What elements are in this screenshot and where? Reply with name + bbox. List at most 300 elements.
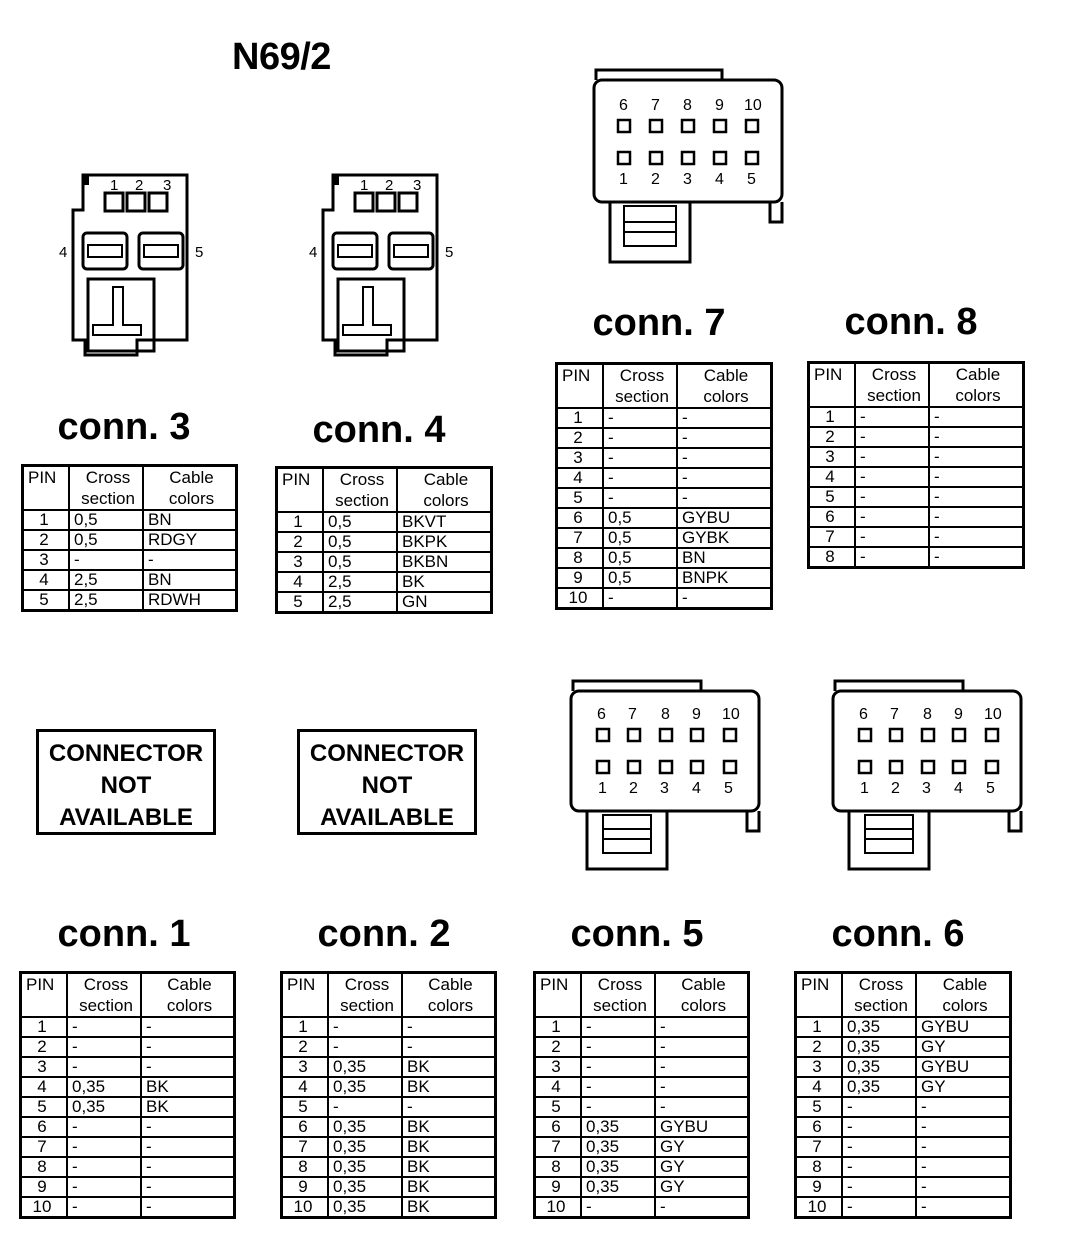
table-row — [557, 428, 772, 448]
cable-color-value: BK — [402, 1177, 496, 1197]
pin-label: 4 — [692, 780, 701, 797]
cross-section-value: - — [603, 448, 677, 468]
table-row — [23, 530, 237, 550]
pin-label: 7 — [651, 97, 660, 114]
pin-number: 9 — [535, 1177, 582, 1197]
cable-color-value: - — [402, 1017, 496, 1037]
table-row — [557, 568, 772, 588]
cross-section-value: - — [842, 1137, 916, 1157]
pin-number: 4 — [796, 1077, 843, 1097]
na-line: AVAILABLE — [320, 804, 454, 831]
pin-number: 3 — [557, 448, 604, 468]
cable-color-value: - — [929, 407, 1024, 427]
table-row — [796, 1057, 1011, 1077]
pin-number: 2 — [796, 1037, 843, 1057]
cable-color-value: - — [929, 487, 1024, 507]
pin-number: 9 — [282, 1177, 329, 1197]
cable-color-value: RDGY — [143, 530, 237, 550]
table-row — [21, 1057, 235, 1077]
header-cross-section: Cross section — [67, 973, 141, 1018]
table-row — [282, 1157, 496, 1177]
table-row — [21, 1197, 235, 1218]
table-row — [809, 467, 1024, 487]
pin-label: 6 — [597, 706, 606, 723]
pin-table-conn2 — [280, 971, 497, 1219]
pin-number: 6 — [282, 1117, 329, 1137]
table-row — [21, 1157, 235, 1177]
pin-label: 2 — [385, 177, 394, 194]
cross-section-value: - — [855, 467, 929, 487]
cable-color-value: - — [929, 527, 1024, 547]
header-cross-section: Cross section — [855, 363, 929, 408]
pin-number: 6 — [21, 1117, 68, 1137]
conn5-title: conn. 5 — [570, 913, 704, 955]
header-cross-section: Cross section — [328, 973, 402, 1018]
table-row — [557, 528, 772, 548]
conn7-title: conn. 7 — [592, 302, 726, 344]
cable-color-value: GY — [655, 1177, 749, 1197]
pin-number: 2 — [282, 1037, 329, 1057]
pin-number: 8 — [796, 1157, 843, 1177]
header-cross-section: Cross section — [69, 466, 143, 511]
pin-number: 7 — [796, 1137, 843, 1157]
pin-label: 1 — [619, 171, 628, 188]
cable-color-value: - — [141, 1117, 235, 1137]
connector-10pin-drawing-conn6 — [831, 677, 1031, 877]
table-row — [277, 592, 492, 613]
pin-label: 8 — [661, 706, 670, 723]
cross-section-value: - — [67, 1177, 141, 1197]
pin-table-conn3 — [21, 464, 238, 612]
cable-color-value: - — [929, 507, 1024, 527]
header-cable-colors: Cable colors — [655, 973, 749, 1018]
pin-label: 9 — [692, 706, 701, 723]
cable-color-value: - — [143, 550, 237, 570]
pin-label: 3 — [922, 780, 931, 797]
cross-section-value: 0,5 — [603, 528, 677, 548]
cross-section-value: - — [69, 550, 143, 570]
cross-section-value: 0,35 — [328, 1137, 402, 1157]
header-pin: PIN — [535, 973, 582, 1018]
pin-number: 5 — [809, 487, 856, 507]
cable-color-value: - — [916, 1117, 1011, 1137]
pin-number: 7 — [282, 1137, 329, 1157]
pin-number: 8 — [809, 547, 856, 568]
pin-number: 1 — [282, 1017, 329, 1037]
cross-section-value: 2,5 — [323, 572, 397, 592]
pin-label: 4 — [715, 171, 724, 188]
cable-color-value: GYBU — [916, 1057, 1011, 1077]
cross-section-value: 0,35 — [328, 1117, 402, 1137]
table-row — [796, 1117, 1011, 1137]
pin-number: 2 — [535, 1037, 582, 1057]
table-row — [535, 1057, 749, 1077]
cross-section-value: - — [67, 1137, 141, 1157]
cross-section-value: - — [581, 1017, 655, 1037]
cross-section-value: 2,5 — [69, 590, 143, 611]
table-row — [282, 1037, 496, 1057]
header-cable-colors: Cable colors — [402, 973, 496, 1018]
pin-number: 8 — [21, 1157, 68, 1177]
cable-color-value: GYBK — [677, 528, 772, 548]
cable-color-value: BK — [402, 1077, 496, 1097]
conn3-title: conn. 3 — [57, 406, 191, 448]
connector-3pin-drawing-conn3 — [55, 165, 215, 360]
cable-color-value: - — [677, 448, 772, 468]
connector-not-available-conn2 — [297, 729, 477, 835]
table-row — [796, 1197, 1011, 1218]
header-cable-colors: Cable colors — [143, 466, 237, 511]
cable-color-value: - — [655, 1197, 749, 1218]
cable-color-value: - — [677, 428, 772, 448]
cross-section-value: - — [581, 1197, 655, 1218]
cable-color-value: - — [655, 1077, 749, 1097]
pin-number: 7 — [535, 1137, 582, 1157]
cable-color-value: - — [677, 408, 772, 428]
cable-color-value: - — [655, 1057, 749, 1077]
cross-section-value: 0,35 — [842, 1057, 916, 1077]
cable-color-value: BKPK — [397, 532, 492, 552]
header-cable-colors: Cable colors — [916, 973, 1011, 1018]
table-row — [557, 448, 772, 468]
pin-number: 10 — [282, 1197, 329, 1218]
table-header-row — [23, 466, 237, 511]
cable-color-value: - — [141, 1197, 235, 1218]
conn8-title: conn. 8 — [844, 301, 978, 343]
pin-number: 7 — [809, 527, 856, 547]
pin-number: 2 — [21, 1037, 68, 1057]
pin-number: 8 — [535, 1157, 582, 1177]
pin-label: 1 — [598, 780, 607, 797]
table-header-row — [535, 973, 749, 1018]
header-pin: PIN — [21, 973, 68, 1018]
pin-number: 7 — [21, 1137, 68, 1157]
pin-number: 5 — [796, 1097, 843, 1117]
cable-color-value: - — [916, 1097, 1011, 1117]
table-row — [809, 427, 1024, 447]
table-row — [23, 590, 237, 611]
na-line: AVAILABLE — [59, 804, 193, 831]
table-header-row — [557, 364, 772, 409]
pin-label: 3 — [413, 177, 422, 194]
pin-label: 6 — [859, 706, 868, 723]
cable-color-value: BKVT — [397, 512, 492, 532]
cable-color-value: - — [916, 1137, 1011, 1157]
cable-color-value: - — [916, 1197, 1011, 1218]
cable-color-value: BK — [402, 1137, 496, 1157]
table-header-row — [809, 363, 1024, 408]
pin-label: 10 — [744, 97, 762, 114]
pin-label: 1 — [360, 177, 369, 194]
table-row — [277, 512, 492, 532]
connector-10pin-drawing-conn5 — [569, 677, 769, 877]
pin-number: 1 — [21, 1017, 68, 1037]
table-row — [282, 1057, 496, 1077]
header-pin: PIN — [282, 973, 329, 1018]
cross-section-value: 0,35 — [842, 1037, 916, 1057]
cable-color-value: - — [655, 1037, 749, 1057]
header-cable-colors: Cable colors — [929, 363, 1024, 408]
cable-color-value: GYBU — [916, 1017, 1011, 1037]
cross-section-value: - — [855, 507, 929, 527]
cable-color-value: - — [929, 447, 1024, 467]
na-line: CONNECTOR — [48, 740, 204, 767]
cable-color-value: - — [929, 467, 1024, 487]
pin-number: 6 — [535, 1117, 582, 1137]
pin-table-conn6 — [794, 971, 1012, 1219]
table-row — [796, 1017, 1011, 1037]
pin-label: 5 — [747, 171, 756, 188]
na-line: CONNECTOR — [309, 740, 465, 767]
header-pin: PIN — [796, 973, 843, 1018]
cable-color-value: RDWH — [143, 590, 237, 611]
header-cross-section: Cross section — [581, 973, 655, 1018]
table-row — [796, 1137, 1011, 1157]
table-row — [282, 1197, 496, 1218]
pin-number: 8 — [282, 1157, 329, 1177]
pin-label: 2 — [135, 177, 144, 194]
pin-number: 2 — [277, 532, 324, 552]
table-row — [21, 1037, 235, 1057]
pin-number: 4 — [557, 468, 604, 488]
cross-section-value: - — [855, 427, 929, 447]
cross-section-value: - — [67, 1017, 141, 1037]
pin-table-conn8 — [807, 361, 1025, 569]
table-row — [809, 507, 1024, 527]
cross-section-value: 0,35 — [328, 1157, 402, 1177]
pin-label: 2 — [629, 780, 638, 797]
cross-section-value: - — [603, 488, 677, 508]
table-header-row — [282, 973, 496, 1018]
cross-section-value: 0,35 — [581, 1137, 655, 1157]
pin-label: 3 — [683, 171, 692, 188]
cross-section-value: 0,5 — [69, 530, 143, 550]
cross-section-value: - — [581, 1077, 655, 1097]
cable-color-value: GY — [655, 1157, 749, 1177]
pin-number: 2 — [23, 530, 70, 550]
conn2-title: conn. 2 — [317, 913, 451, 955]
pin-number: 10 — [796, 1197, 843, 1218]
cable-color-value: BN — [143, 510, 237, 530]
table-row — [21, 1177, 235, 1197]
table-row — [809, 487, 1024, 507]
conn4-title: conn. 4 — [312, 409, 446, 451]
pin-number: 1 — [796, 1017, 843, 1037]
pin-number: 8 — [557, 548, 604, 568]
conn1-title: conn. 1 — [57, 913, 191, 955]
pin-number: 3 — [535, 1057, 582, 1077]
table-row — [282, 1077, 496, 1097]
cable-color-value: - — [916, 1177, 1011, 1197]
table-row — [535, 1037, 749, 1057]
cable-color-value: - — [141, 1137, 235, 1157]
pin-number: 1 — [277, 512, 324, 532]
cross-section-value: 0,35 — [842, 1077, 916, 1097]
cross-section-value: 0,5 — [323, 552, 397, 572]
cross-section-value: - — [67, 1057, 141, 1077]
pin-label: 5 — [195, 244, 204, 261]
pin-label: 9 — [715, 97, 724, 114]
cross-section-value: - — [67, 1197, 141, 1218]
cable-color-value: GY — [916, 1077, 1011, 1097]
table-row — [23, 570, 237, 590]
connector-3pin-drawing-conn4 — [305, 165, 465, 360]
pin-number: 3 — [21, 1057, 68, 1077]
cross-section-value: - — [842, 1157, 916, 1177]
pin-number: 4 — [282, 1077, 329, 1097]
pin-label: 3 — [163, 177, 172, 194]
header-pin: PIN — [557, 364, 604, 409]
pin-label: 7 — [628, 706, 637, 723]
table-header-row — [21, 973, 235, 1018]
cross-section-value: 2,5 — [69, 570, 143, 590]
header-pin: PIN — [23, 466, 70, 511]
cable-color-value: - — [141, 1157, 235, 1177]
table-row — [557, 588, 772, 609]
pin-number: 5 — [23, 590, 70, 611]
cable-color-value: BKBN — [397, 552, 492, 572]
pin-number: 1 — [557, 408, 604, 428]
na-line: NOT — [100, 772, 152, 799]
cross-section-value: 0,35 — [842, 1017, 916, 1037]
cross-section-value: 0,5 — [603, 548, 677, 568]
cross-section-value: 0,35 — [328, 1057, 402, 1077]
table-row — [557, 548, 772, 568]
pin-number: 2 — [809, 427, 856, 447]
pin-number: 3 — [809, 447, 856, 467]
table-row — [21, 1137, 235, 1157]
pin-table-conn7 — [555, 362, 773, 610]
cable-color-value: - — [402, 1097, 496, 1117]
pin-label: 1 — [860, 780, 869, 797]
cable-color-value: - — [655, 1097, 749, 1117]
cable-color-value: - — [929, 427, 1024, 447]
cable-color-value: BN — [143, 570, 237, 590]
pin-number: 4 — [23, 570, 70, 590]
table-row — [796, 1037, 1011, 1057]
pin-label: 5 — [986, 780, 995, 797]
pin-number: 9 — [796, 1177, 843, 1197]
cross-section-value: 0,35 — [328, 1177, 402, 1197]
table-row — [282, 1177, 496, 1197]
pin-number: 6 — [809, 507, 856, 527]
pin-number: 4 — [535, 1077, 582, 1097]
cross-section-value: - — [842, 1177, 916, 1197]
cable-color-value: GY — [655, 1137, 749, 1157]
pin-number: 5 — [21, 1097, 68, 1117]
cross-section-value: 0,5 — [323, 532, 397, 552]
cross-section-value: - — [855, 447, 929, 467]
cable-color-value: - — [916, 1157, 1011, 1177]
table-row — [557, 408, 772, 428]
pin-number: 4 — [277, 572, 324, 592]
pin-label: 5 — [724, 780, 733, 797]
cross-section-value: 0,35 — [328, 1197, 402, 1218]
cross-section-value: - — [67, 1157, 141, 1177]
cross-section-value: - — [603, 468, 677, 488]
header-cable-colors: Cable colors — [397, 468, 492, 513]
cable-color-value: BK — [141, 1097, 235, 1117]
cross-section-value: - — [581, 1057, 655, 1077]
header-cross-section: Cross section — [323, 468, 397, 513]
table-row — [277, 572, 492, 592]
table-row — [535, 1137, 749, 1157]
pin-label: 2 — [891, 780, 900, 797]
pin-table-conn1 — [19, 971, 236, 1219]
pin-label: 10 — [722, 706, 740, 723]
table-header-row — [277, 468, 492, 513]
cross-section-value: 0,5 — [603, 568, 677, 588]
header-cross-section: Cross section — [603, 364, 677, 409]
cable-color-value: - — [141, 1017, 235, 1037]
cable-color-value: - — [677, 488, 772, 508]
table-row — [796, 1097, 1011, 1117]
cable-color-value: - — [929, 547, 1024, 568]
cross-section-value: 0,5 — [69, 510, 143, 530]
pin-number: 9 — [21, 1177, 68, 1197]
cross-section-value: - — [842, 1097, 916, 1117]
pin-table-conn4 — [275, 466, 493, 614]
table-row — [809, 407, 1024, 427]
pin-number: 3 — [23, 550, 70, 570]
cable-color-value: - — [677, 588, 772, 609]
table-row — [796, 1177, 1011, 1197]
table-row — [809, 447, 1024, 467]
pin-label: 8 — [683, 97, 692, 114]
cross-section-value: 0,35 — [67, 1097, 141, 1117]
table-row — [796, 1157, 1011, 1177]
pin-number: 5 — [282, 1097, 329, 1117]
cross-section-value: - — [328, 1037, 402, 1057]
header-cable-colors: Cable colors — [677, 364, 772, 409]
table-row — [809, 527, 1024, 547]
pin-number: 1 — [535, 1017, 582, 1037]
header-cross-section: Cross section — [842, 973, 916, 1018]
pin-number: 2 — [557, 428, 604, 448]
pin-label: 5 — [445, 244, 454, 261]
header-cable-colors: Cable colors — [141, 973, 235, 1018]
cable-color-value: BK — [402, 1057, 496, 1077]
pin-number: 1 — [23, 510, 70, 530]
pin-label: 4 — [309, 244, 318, 261]
pin-number: 10 — [557, 588, 604, 609]
cable-color-value: BN — [677, 548, 772, 568]
pin-number: 9 — [557, 568, 604, 588]
table-row — [282, 1017, 496, 1037]
cross-section-value: 0,5 — [323, 512, 397, 532]
na-line: NOT — [361, 772, 413, 799]
table-row — [277, 552, 492, 572]
pin-number: 4 — [21, 1077, 68, 1097]
pin-number: 3 — [277, 552, 324, 572]
table-row — [557, 488, 772, 508]
pin-number: 7 — [557, 528, 604, 548]
pin-number: 4 — [809, 467, 856, 487]
cable-color-value: BK — [141, 1077, 235, 1097]
pin-table-conn5 — [533, 971, 750, 1219]
table-row — [535, 1177, 749, 1197]
table-row — [282, 1137, 496, 1157]
cable-color-value: BK — [397, 572, 492, 592]
cross-section-value: - — [603, 428, 677, 448]
cable-color-value: - — [141, 1057, 235, 1077]
table-row — [535, 1117, 749, 1137]
cross-section-value: - — [67, 1037, 141, 1057]
table-row — [277, 532, 492, 552]
cross-section-value: - — [67, 1117, 141, 1137]
cross-section-value: 2,5 — [323, 592, 397, 613]
table-row — [23, 550, 237, 570]
